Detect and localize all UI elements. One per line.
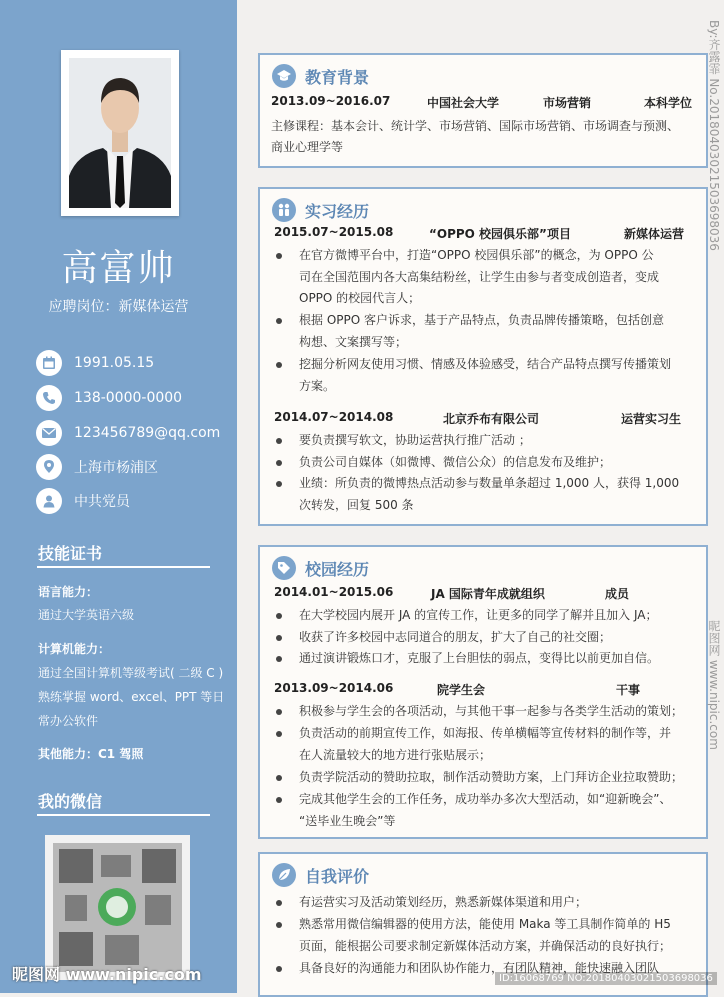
nipic-logo-watermark: 昵图网 www.nipic.com xyxy=(12,965,202,984)
education-title: 教育背景 xyxy=(305,67,370,87)
bullet-line: OPPO 的校园代言人； xyxy=(299,291,421,306)
computer-label: 计算机能力： xyxy=(38,642,111,656)
side-watermark-bottom: 昵图网 www.nipic.com xyxy=(707,620,721,750)
job2-bullet: 要负责撰写软文，协助运营执行推广活动 ； xyxy=(299,430,704,452)
contact-phone xyxy=(36,385,182,411)
education-major: 市场营销 xyxy=(543,96,592,110)
self-eval-bullet: 有运营实习及活动策划经历，熟悉新媒体渠道和用户； xyxy=(299,892,707,914)
bullet-line: 在人流量较大的地方进行张贴展示； xyxy=(299,747,492,762)
contact-birthday xyxy=(36,350,154,376)
self-eval-bullet: 具备良好的沟通能力和团队协作能力，有团队精神，能快速融入团队 xyxy=(299,958,707,980)
job1-bullet xyxy=(299,354,704,397)
contact-text: 123456789@qq.com xyxy=(74,425,221,441)
computer-line: 通过全国计算机等级考试( 二级 C ) xyxy=(38,666,224,680)
bullet-line: 负责活动的前期宣传工作，如海报、传单横幅等宣传材料的制作等，并 xyxy=(299,726,672,740)
job2-role: 运营实习生 xyxy=(621,412,682,426)
job1-bullet xyxy=(299,245,704,310)
campus2-period: 2013.09~2014.06 xyxy=(274,681,394,695)
profile-photo-frame xyxy=(61,50,179,216)
tag-icon xyxy=(272,556,296,580)
job2-org: 北京乔布有限公司 xyxy=(443,412,540,426)
campus1-bullet: 通过演讲锻炼口才，克服了上台胆怯的弱点，变得比以前更加自信。 xyxy=(299,648,704,670)
phone-icon xyxy=(36,385,62,411)
skills-heading: 技能证书 xyxy=(38,544,103,563)
wechat-divider xyxy=(37,814,210,816)
campus2-bullet: 负责学院活动的赞助拉取，制作活动赞助方案，上门拜访企业拉取赞助； xyxy=(299,767,707,789)
computer-line: 熟练掌握 word、excel、PPT 等日 xyxy=(38,690,225,704)
self-eval-header xyxy=(272,863,369,887)
mail-icon xyxy=(36,420,62,446)
internship-header xyxy=(272,198,369,222)
bullet-line: 业绩：所负责的微博热点活动参与数量单条超过 1,000 人，获得 1,000 xyxy=(299,476,680,490)
job1-period: 2015.07~2015.08 xyxy=(274,225,394,239)
side-watermark-top: By:齐露霏 No.20180403021503698036 xyxy=(707,20,721,251)
bullet-line: 司在全国范围内各大高集结粉丝，让学生由参与者变成创造者，变成 xyxy=(299,269,660,284)
contact-text: 上海市杨浦区 xyxy=(74,460,158,476)
bullet-line: “送毕业生晚会”等 xyxy=(299,813,396,828)
bullet-line: 完成其他学生会的工作任务，成功举办多次大型活动，如“迎新晚会”、 xyxy=(299,792,672,806)
job2-bullet: 负责公司自媒体（如微博、微信公众）的信息发布及维护； xyxy=(299,452,704,474)
id-watermark: ID:16068769 NO:20180403021503698036 xyxy=(495,972,717,985)
bullet-line: 页面，能根据公司要求制定新媒体活动方案，并确保活动的良好执行； xyxy=(299,938,672,953)
internship-section xyxy=(258,187,708,526)
job1-org: “OPPO 校园俱乐部”项目 xyxy=(429,227,571,241)
education-courses xyxy=(271,116,701,158)
job1-role: 新媒体运营 xyxy=(624,227,685,241)
campus2-bullet xyxy=(299,789,707,832)
education-section xyxy=(258,53,708,168)
language-text: 通过大学英语六级 xyxy=(38,608,135,622)
user-icon xyxy=(36,488,62,514)
calendar-icon xyxy=(36,350,62,376)
contact-text: 中共党员 xyxy=(74,494,130,510)
bullet-line: 根据 OPPO 客户诉求，基于产品特点，负责品牌传播策略，包括创意 xyxy=(299,313,664,327)
campus-section xyxy=(258,545,708,839)
sidebar xyxy=(0,0,237,993)
campus2-bullet xyxy=(299,723,707,766)
contact-text: 1991.05.15 xyxy=(74,355,155,371)
skills-divider xyxy=(37,566,210,568)
wechat-qr-code xyxy=(45,835,190,980)
graduation-cap-icon xyxy=(272,64,296,88)
campus1-bullet: 收获了许多校园中志同道合的朋友，扩大了自己的社交圈； xyxy=(299,627,704,649)
campus1-period: 2014.01~2015.06 xyxy=(274,585,394,599)
computer-line: 常办公软件 xyxy=(38,714,99,728)
people-icon xyxy=(272,198,296,222)
campus-header xyxy=(272,556,369,580)
language-label: 语言能力： xyxy=(38,585,99,599)
bullet-line: 熟悉常用微信编辑器的使用方法，能使用 Maka 等工具制作简单的 H5 xyxy=(299,917,671,931)
campus2-bullet: 积极参与学生会的各项活动，与其他干事一起参与各类学生活动的策划； xyxy=(299,701,707,723)
bullet-line: 方案。 xyxy=(299,378,336,393)
campus2-org: 院学生会 xyxy=(437,683,486,697)
campus1-org: JA 国际青年成就组织 xyxy=(431,587,545,601)
education-degree: 本科学位 xyxy=(644,96,693,110)
education-period: 2013.09~2016.07 xyxy=(271,94,391,108)
contact-email xyxy=(36,420,220,446)
campus1-bullet: 在大学校园内展开 JA 的宣传工作，让更多的同学了解并且加入 JA； xyxy=(299,605,704,627)
self-eval-bullet xyxy=(299,914,707,957)
campus1-role: 成员 xyxy=(605,587,630,601)
bullet-line: 构想、文案撰写等； xyxy=(299,334,408,349)
profile-photo xyxy=(69,58,171,208)
contact-text: 138-0000-0000 xyxy=(74,390,183,406)
courses-line: 主修课程：基本会计、统计学、市场营销、国际市场营销、市场调查与预测、 xyxy=(271,119,680,133)
education-header xyxy=(272,64,369,88)
contact-address xyxy=(36,454,158,480)
candidate-name: 高富帅 xyxy=(61,248,176,289)
wechat-heading: 我的微信 xyxy=(38,792,103,811)
self-eval-title: 自我评价 xyxy=(305,866,370,886)
job-target: 应聘岗位：新媒体运营 xyxy=(48,299,189,315)
other-skill: 其他能力：C1 驾照 xyxy=(38,747,144,761)
job1-bullet xyxy=(299,310,704,353)
job2-period: 2014.07~2014.08 xyxy=(274,410,394,424)
campus-title: 校园经历 xyxy=(305,559,370,579)
location-icon xyxy=(36,454,62,480)
contact-political xyxy=(36,488,130,514)
job2-bullet xyxy=(299,473,704,516)
education-school: 中国社会大学 xyxy=(427,96,500,110)
courses-line: 商业心理学等 xyxy=(271,140,344,154)
bullet-line: 次转发，回复 500 条 xyxy=(299,497,414,512)
campus2-role: 干事 xyxy=(616,683,641,697)
bullet-line: 在官方微博平台中，打造“OPPO 校园俱乐部”的概念，为 OPPO 公 xyxy=(299,248,654,262)
bullet-line: 挖掘分析网友使用习惯、情感及体验感受，结合产品特点撰写传播策划 xyxy=(299,357,672,371)
leaf-icon xyxy=(272,863,296,887)
internship-title: 实习经历 xyxy=(305,201,370,221)
